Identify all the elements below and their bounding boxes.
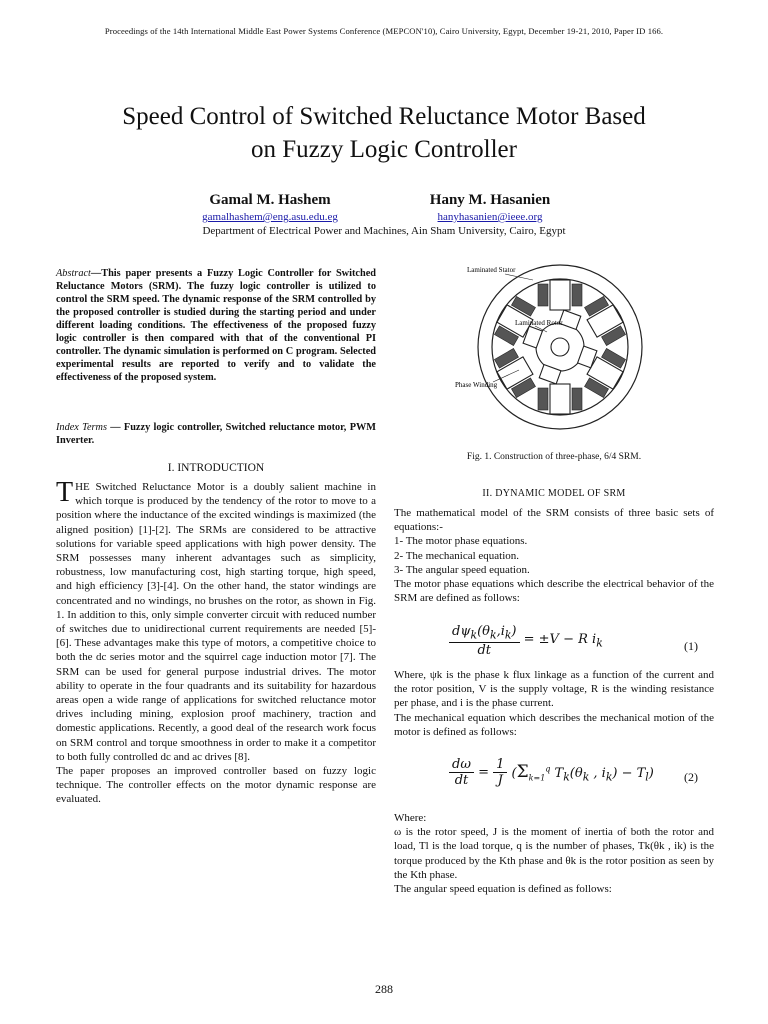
abstract-text: —This paper presents a Fuzzy Logic Controller for Switched Reluctance Motors (SRM). The fuzzy logic controller is utilized to control the SRM speed. The dynamic response of the SRM controlled by the proposed controller is studied during the starting period and under different loading conditions. The effectiveness of the proposed fuzzy logic controller is then compared with that of the conventional PI controller. The dynamic simulation is performed on C program. Selected experimental results are reported to verify and to validate the effectiveness of the proposed system. (56, 268, 376, 383)
where-1-text: Where, ψk is the phase k flux linkage as a function of the current and the rotor position, V is the supply voltage, R is the winding resistance per phase, and i is the phase current. (394, 669, 714, 710)
dyn-paragraph-2: The motor phase equations which describe the electrical behavior of the SRM are defined as follows: (394, 578, 714, 605)
author-1-name: Gamal M. Hashem (209, 192, 331, 208)
affiliation: Department of Electrical Power and Machines, Ain Sham University, Cairo, Egypt (202, 225, 566, 237)
mechanical-intro-text: The mechanical equation which describes the mechanical motion of the motor is defined as follows: (394, 711, 714, 738)
index-terms-label: Index Terms (56, 422, 107, 433)
intro-paragraph-1-text: HE Switched Reluctance Motor is a doubly salient machine in which torque is produced by the tendency of the rotor to move to a position where the inductance of the excited windings is maximized (the aligned position) [1]-[2]. The SRMs are considered to be attractive solutions for variable speed applications with high power density. The SRM possesses many inherent advantages such as simplicity, robustness, low manufacturing cost, high starting torque, high speed, and high efficiency [3]-[4]. On the other hand, the stator windings are concentrated and no windings, no brushes on the rotor, as shown in Fig. 1. In addition to this, only simple converter circuit with reduced number of switches due to unidirectional current requirements are needed [5]-[6]. These advantages make this type of motors, a competitive choice to both the dc series motor and the squirrel cage induction motor [7]. The SRM can be used for general purpose industrial drives. The motor ability to operate in the four quadrants and its suitability for hazardous areas open a wide range of applications for switched reluctance motor drives including mining, explosion proof machinery, traction and domestic applications. Recently, a good deal of the research work focus on SRM control and torque smoothness in order to make it a competitor to both fully controlled dc and ac drives [8]. (56, 481, 376, 763)
drop-cap: T (56, 477, 74, 508)
title-line-2: on Fuzzy Logic Controller (251, 136, 517, 163)
abstract (56, 267, 376, 384)
introduction-body (56, 477, 376, 807)
section-2-heading: II. DYNAMIC MODEL OF SRM (482, 488, 626, 499)
label-laminated-stator: Laminated Stator (467, 266, 516, 274)
equation-1 (394, 624, 714, 668)
equation-1-explanation (394, 668, 714, 739)
equation-2-number: (2) (684, 770, 698, 784)
section-1-heading: I. INTRODUCTION (167, 462, 265, 474)
title-line-1: Speed Control of Switched Reluctance Motor Based (122, 103, 646, 130)
srm-diagram (455, 252, 665, 442)
where-2-label: Where: (394, 812, 427, 824)
label-laminated-rotor: Laminated Rotor (515, 319, 563, 327)
equation-2 (394, 755, 714, 799)
dyn-list-item-1: 1- The motor phase equations. (394, 535, 528, 548)
index-terms-text: — Fuzzy logic controller, Switched reluctance motor, PWM Inverter. (56, 422, 376, 446)
intro-paragraph-1 (56, 477, 376, 764)
author-1-email-link[interactable]: gamalhashem@eng.asu.edu.eg (202, 211, 338, 223)
equation-2-explanation (394, 811, 714, 896)
equation-2-expression: $\frac{d\omega}{dt}$ = $\frac{1}{J}$ ($\Sigma_{k=1}^q$ $T_k(\theta_k$ , $i_k) - T_l$) (449, 757, 654, 788)
srm-construction-figure (455, 252, 665, 442)
equation-1-expression: $\frac{d\psi_k(\theta_k,i_k)}{dt}$ = ±V − R $i_k$ (449, 624, 603, 658)
label-phase-winding: Phase Winding (455, 381, 498, 389)
paper-title (60, 100, 708, 166)
dyn-list-item-2: 2- The mechanical equation. (394, 549, 520, 562)
where-2-text: ω is the rotor speed, J is the moment of inertia of both the rotor and load, Tl is the load torque, q is the number of phases, Tk(θk , ik) is the torque produced by the Kth phase and θk is the rotor position as seen by the Kth phase. (394, 826, 714, 881)
author-2-email-link[interactable]: hanyhasanien@ieee.org (437, 211, 543, 223)
abstract-label: Abstract (56, 268, 91, 279)
author-2-name: Hany M. Hasanien (429, 192, 551, 208)
dynamic-model-body (394, 506, 714, 605)
angular-speed-intro: The angular speed equation is defined as follows: (394, 883, 612, 896)
page-number: 288 (375, 982, 393, 996)
conference-header: Proceedings of the 14th International Middle East Power Systems Conference (MEPCON'10), Cairo University, Egypt, December 19-21, 2010, Paper ID 166. (104, 26, 664, 36)
index-terms (56, 421, 376, 447)
dyn-list-item-3: 3- The angular speed equation. (394, 563, 530, 576)
dyn-paragraph-1: The mathematical model of the SRM consists of three basic sets of equations:- (394, 507, 714, 534)
intro-paragraph-2: The paper proposes an improved controller based on fuzzy logic technique. The controller effects on the motor dynamic response are evaluated. (56, 765, 376, 806)
figure-1-caption: Fig. 1. Construction of three-phase, 6/4 SRM. (466, 452, 642, 462)
equation-1-number: (1) (684, 639, 698, 653)
